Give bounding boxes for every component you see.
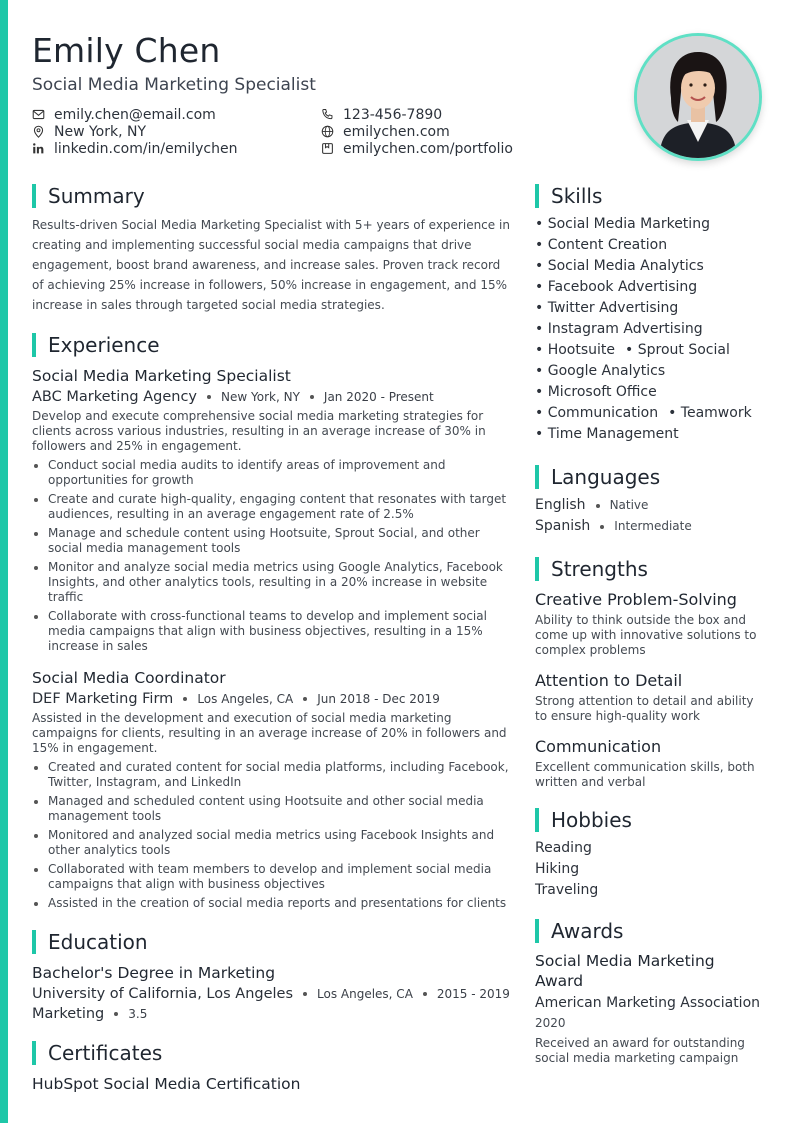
skill-item: • Communication xyxy=(535,405,659,421)
portfolio-text: emilychen.com/portfolio xyxy=(343,140,513,157)
strength-title: Attention to Detail xyxy=(535,671,683,690)
phone-text: 123-456-7890 xyxy=(343,106,443,123)
separator-dot xyxy=(600,525,604,529)
list-item: Manage and schedule content using Hootsuite, Sprout Social, and other social media management tools xyxy=(32,526,512,556)
section-marker xyxy=(535,919,539,943)
award-description: Received an award for outstanding social media marketing campaign xyxy=(535,1036,745,1065)
hobby-item: Reading xyxy=(535,840,592,856)
language-item xyxy=(535,516,765,537)
list-item: Conduct social media audits to identify areas of improvement and opportunities for growth xyxy=(32,458,512,488)
avatar xyxy=(637,36,759,158)
education-entry xyxy=(32,963,512,1023)
hobby-item: Traveling xyxy=(535,882,599,898)
skill-item: • Sprout Social xyxy=(625,342,730,358)
skill-item: • Facebook Advertising xyxy=(535,279,698,295)
separator-dot xyxy=(303,992,307,996)
section-title: Awards xyxy=(551,919,624,943)
section-title: Strengths xyxy=(551,557,648,581)
section-marker xyxy=(535,465,539,489)
language-name: Spanish xyxy=(535,518,591,534)
strength-title: Communication xyxy=(535,737,662,756)
section-title: Certificates xyxy=(48,1041,163,1065)
strength-description: Strong attention to detail and ability to ensure high-quality work xyxy=(535,694,754,723)
contact-linkedin[interactable] xyxy=(32,140,321,157)
separator-dot xyxy=(310,395,314,399)
languages-heading xyxy=(535,464,765,490)
education-heading xyxy=(32,929,512,955)
resume-header xyxy=(32,30,632,157)
languages-list xyxy=(535,495,765,537)
email-text: emily.chen@email.com xyxy=(54,106,216,123)
side-column xyxy=(535,183,765,1066)
education-dates: 2015 - 2019 xyxy=(436,987,510,1001)
language-level: Native xyxy=(609,498,649,512)
language-name: English xyxy=(535,497,586,513)
hobby-item: Hiking xyxy=(535,861,580,877)
strength-description: Excellent communication skills, both written and verbal xyxy=(535,760,755,789)
separator-dot xyxy=(183,697,187,701)
contact-portfolio[interactable] xyxy=(321,140,621,157)
summary-text: Results-driven Social Media Marketing Specialist with 5+ years of experience in creating and implementing successful social media campaigns that drive engagement, boost brand awareness, and increase sales. Proven track record of achieving 25% increase in followers, 50% increase in engagement, and 15% increase in sales through targeted social media strategies. xyxy=(32,218,510,312)
envelope-icon xyxy=(32,108,45,121)
job-dates: Jun 2018 - Dec 2019 xyxy=(317,692,440,706)
strengths-heading xyxy=(535,556,765,582)
skill-item: • Microsoft Office xyxy=(535,384,657,400)
separator-dot xyxy=(596,504,600,508)
job-bullets xyxy=(32,458,512,654)
section-marker xyxy=(32,184,36,208)
strength-title: Creative Problem-Solving xyxy=(535,590,737,609)
accent-bar xyxy=(0,0,8,1123)
summary-heading xyxy=(32,183,512,209)
section-marker xyxy=(535,557,539,581)
candidate-title: Social Media Marketing Specialist xyxy=(32,75,316,95)
section-title: Hobbies xyxy=(551,808,632,832)
list-item: Managed and scheduled content using Hootsuite and other social media management tools xyxy=(32,794,512,824)
language-item xyxy=(535,495,765,516)
strength-item xyxy=(535,737,765,790)
separator-dot xyxy=(207,395,211,399)
company-name: ABC Marketing Agency xyxy=(32,389,198,405)
skills-list xyxy=(535,214,765,445)
education-meta xyxy=(32,985,512,1003)
section-title: Experience xyxy=(48,333,160,357)
job-entry xyxy=(32,668,512,911)
hobbies-heading xyxy=(535,807,765,833)
candidate-name: Emily Chen xyxy=(32,31,221,70)
strength-item xyxy=(535,671,765,724)
website-text: emilychen.com xyxy=(343,123,450,140)
contact-info xyxy=(32,106,632,157)
job-description: Assisted in the development and execution of social media marketing campaigns for clients, resulting in an average increase of 20% in followers and 15% in engagement. xyxy=(32,711,507,755)
linkedin-text: linkedin.com/in/emilychen xyxy=(54,140,238,157)
portfolio-icon xyxy=(321,142,334,155)
contact-location xyxy=(32,123,321,140)
list-item: Monitored and analyzed social media metrics using Facebook Insights and other analytics tools xyxy=(32,828,512,858)
award-title: Social Media Marketing Award xyxy=(535,952,715,990)
list-item: Monitor and analyze social media metrics using Google Analytics, Facebook Insights, and other analytics tools, resulting in a 20% increase in website traffic xyxy=(32,560,512,605)
strength-item xyxy=(535,590,765,658)
education-field xyxy=(32,1005,512,1023)
section-title: Summary xyxy=(48,184,145,208)
list-item: Assisted in the creation of social media reports and presentations for clients xyxy=(32,896,512,911)
award-item xyxy=(535,951,765,1066)
award-year: 2020 xyxy=(535,1016,566,1030)
degree: Bachelor's Degree in Marketing xyxy=(32,964,276,982)
contact-website[interactable] xyxy=(321,123,621,140)
section-marker xyxy=(32,930,36,954)
list-item: Collaborate with cross-functional teams to develop and implement social media campaigns that align with business objectives, resulting in a 15% increase in sales xyxy=(32,609,512,654)
skill-item: • Google Analytics xyxy=(535,363,666,379)
job-meta xyxy=(32,690,512,708)
gpa: 3.5 xyxy=(128,1007,148,1021)
phone-icon xyxy=(321,108,334,121)
separator-dot xyxy=(423,992,427,996)
section-marker xyxy=(32,1041,36,1065)
section-marker xyxy=(535,184,539,208)
certificates-heading xyxy=(32,1040,512,1066)
location-text: New York, NY xyxy=(54,123,147,140)
skill-item: • Teamwork xyxy=(668,405,752,421)
skill-row xyxy=(535,403,765,424)
school-location: Los Angeles, CA xyxy=(317,987,413,1001)
list-item: Collaborated with team members to develop and implement social media campaigns that align with business objectives xyxy=(32,862,512,892)
skill-item: • Social Media Analytics xyxy=(535,258,704,274)
job-entry xyxy=(32,366,512,654)
location-pin-icon xyxy=(32,125,45,138)
school-name: University of California, Los Angeles xyxy=(32,986,294,1002)
experience-heading xyxy=(32,332,512,358)
job-location: New York, NY xyxy=(221,390,300,404)
hobbies-list xyxy=(535,838,765,901)
job-title: Social Media Coordinator xyxy=(32,669,226,687)
job-location: Los Angeles, CA xyxy=(197,692,294,706)
field-of-study: Marketing xyxy=(32,1006,105,1022)
skill-item: • Content Creation xyxy=(535,237,668,253)
skill-item: • Social Media Marketing xyxy=(535,216,710,232)
job-meta xyxy=(32,388,512,406)
contact-email[interactable] xyxy=(32,106,321,123)
list-item: Created and curated content for social media platforms, including Facebook, Twitter, Instagram, and LinkedIn xyxy=(32,760,512,790)
skills-heading xyxy=(535,183,765,209)
job-title: Social Media Marketing Specialist xyxy=(32,367,291,385)
job-dates: Jan 2020 - Present xyxy=(323,390,434,404)
section-title: Education xyxy=(48,930,148,954)
awards-heading xyxy=(535,918,765,944)
job-description: Develop and execute comprehensive social media marketing strategies for clients across various industries, resulting in an average increase of 30% in followers and 25% in engagement. xyxy=(32,409,486,453)
skill-item: • Time Management xyxy=(535,426,679,442)
skill-item: • Instagram Advertising xyxy=(535,321,703,337)
skill-item: • Hootsuite xyxy=(535,342,616,358)
skill-row xyxy=(535,340,765,361)
section-title: Skills xyxy=(551,184,603,208)
strength-description: Ability to think outside the box and come up with innovative solutions to complex problems xyxy=(535,613,757,657)
section-title: Languages xyxy=(551,465,661,489)
section-marker xyxy=(535,808,539,832)
job-bullets xyxy=(32,760,512,911)
list-item: Create and curate high-quality, engaging content that resonates with target audiences, resulting in an average engagement rate of 2.5% xyxy=(32,492,512,522)
separator-dot xyxy=(303,697,307,701)
award-organization: American Marketing Association xyxy=(535,995,761,1011)
separator-dot xyxy=(114,1012,118,1016)
section-marker xyxy=(32,333,36,357)
certificate-item: HubSpot Social Media Certification xyxy=(32,1075,301,1093)
skill-item: • Twitter Advertising xyxy=(535,300,679,316)
profile-photo xyxy=(634,33,762,161)
globe-icon xyxy=(321,125,334,138)
linkedin-icon xyxy=(32,142,45,155)
contact-phone[interactable] xyxy=(321,106,621,123)
language-level: Intermediate xyxy=(614,519,692,533)
main-column xyxy=(32,183,512,1094)
company-name: DEF Marketing Firm xyxy=(32,691,174,707)
